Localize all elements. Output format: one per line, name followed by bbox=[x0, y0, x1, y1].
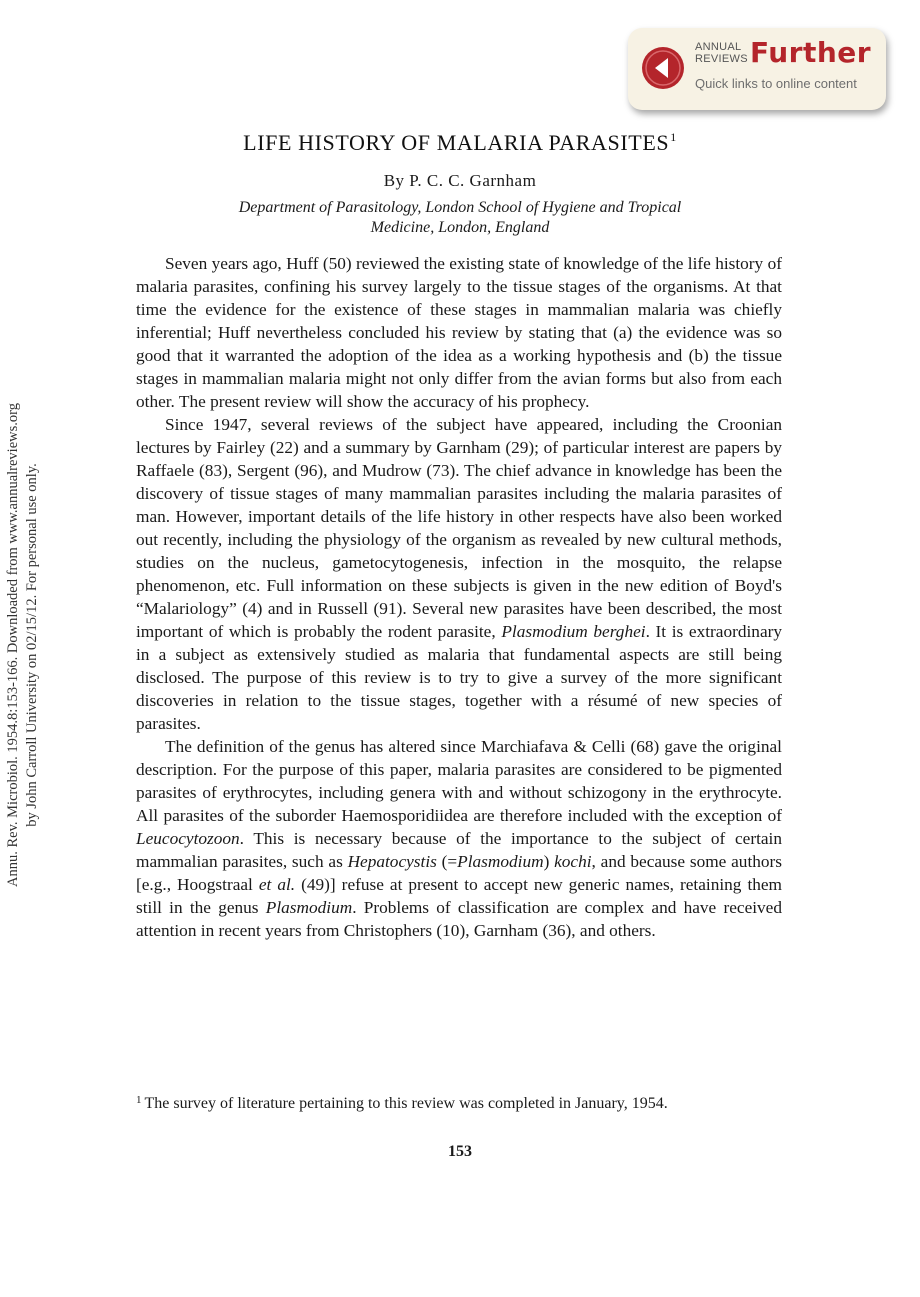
p3-text-a: The definition of the genus has altered since Marchiafava & Celli (68) gave the original description. For the purpose of this paper, malaria parasites are considered to be pigmented parasites of erythrocytes, including genera with and without schizogony in the erythrocyte. All parasites of the suborder Haemosporidiidea are therefore included with the exception of bbox=[136, 737, 782, 825]
p3-text-g: . Problems of classification are complex and have received attention in recent years from Christophers (10), Garnham (36), and others. bbox=[136, 898, 782, 940]
watermark-line-2: by John Carroll University on 02/15/12. For personal use only. bbox=[24, 463, 40, 827]
p3-italic-kochi: kochi bbox=[554, 852, 592, 871]
p3-text-d: ) bbox=[543, 852, 555, 871]
p2-text-b: . It is extraordinary in a subject as extensively studied as malaria that fundamental aspects are still being disclosed. The purpose of this review is to try to give a survey of the more significant discoveries in relation to the tissue stages, together with a résumé of new species of parasites. bbox=[136, 622, 783, 733]
paragraph-2 bbox=[136, 413, 782, 735]
p2-text-a: Since 1947, several reviews of the subject have appeared, including the Croonian lectures by Fairley (22) and a summary by Garnham (29); of particular interest are papers by Raffaele (83), Sergent (96), and Mudrow (73). The chief advance in knowledge has been the discovery of tissue stages of many mammalian parasites including the malaria parasites of man. However, important details of the life history in other respects have also been worked out recently, including the physiology of the organism as revealed by new cultural methods, studies on the nucleus, gametocytogenesis, infection in the mosquito, the relapse phenomenon, etc. Full information on these subjects is given in the new edition of Boyd's “Malariology” (4) and in Russell (91). Several new parasites have been described, the most important of which is probably the rodent parasite, bbox=[136, 415, 782, 641]
badge-annual: ANNUAL bbox=[695, 41, 742, 53]
author-line: By P. C. C. Garnham bbox=[383, 171, 537, 190]
p3-text-f: (49)] refuse at present to accept new generic names, retaining them still in the genus bbox=[136, 875, 782, 917]
badge-quick-links: Quick links to online content bbox=[695, 76, 857, 91]
affiliation-line-2: Medicine, London, England bbox=[370, 219, 550, 236]
p3-text-b: . This is necessary because of the importance to the subject of certain mammalian parasites, such as bbox=[136, 829, 782, 871]
p3-italic-hepatocystis: Hepatocystis bbox=[347, 852, 437, 871]
paragraph-3 bbox=[136, 735, 782, 942]
p1-text: Seven years ago, Huff (50) reviewed the existing state of knowledge of the life history of malaria parasites, confining his survey largely to the tissue stages of the organisms. At that time the evidence for the existence of these stages in mammalian malaria was chiefly inferential; Huff nevertheless concluded his review by stating that (a) the evidence was so good that it warranted the adoption of the idea as a working hypothesis and (b) the tissue stages in mammalian malaria might not only differ from the avian forms but also from each other. The present review will show the accuracy of his prophecy. bbox=[136, 254, 782, 411]
p3-italic-plasmodium-2: Plasmodium bbox=[265, 898, 353, 917]
badge-reviews: REVIEWS bbox=[695, 53, 748, 65]
article-body bbox=[136, 252, 782, 942]
p2-italic-species: Plasmodium berghei bbox=[501, 622, 646, 641]
p3-text-c: (= bbox=[436, 852, 458, 871]
footnote bbox=[136, 1090, 782, 1114]
title-text: LIFE HISTORY OF MALARIA PARASITES bbox=[243, 130, 670, 155]
p3-italic-leucocytozoon: Leucocytozoon bbox=[136, 829, 240, 848]
page-number: 153 bbox=[448, 1143, 472, 1160]
further-badge[interactable] bbox=[628, 28, 886, 110]
badge-further: Further bbox=[750, 36, 872, 69]
download-watermark bbox=[4, 355, 42, 935]
article-title bbox=[0, 130, 920, 156]
play-back-icon bbox=[641, 46, 685, 90]
affiliation bbox=[150, 198, 770, 238]
affiliation-line-1: Department of Parasitology, London School of Hygiene and Tropical bbox=[238, 199, 682, 216]
p3-text-e: , and because some authors [e.g., Hoogstraal bbox=[136, 852, 783, 894]
paragraph-1 bbox=[136, 252, 782, 413]
footnote-text: The survey of literature pertaining to this review was completed in January, 1954. bbox=[144, 1095, 668, 1112]
footnote-mark: 1 bbox=[136, 1094, 142, 1106]
title-footnote-mark: 1 bbox=[670, 130, 677, 144]
p3-italic-et-al: et al. bbox=[258, 875, 296, 894]
watermark-line-1: Annu. Rev. Microbiol. 1954.8:153-166. Downloaded from www.annualreviews.org bbox=[5, 403, 21, 887]
p3-italic-plasmodium: Plasmodium bbox=[457, 852, 544, 871]
